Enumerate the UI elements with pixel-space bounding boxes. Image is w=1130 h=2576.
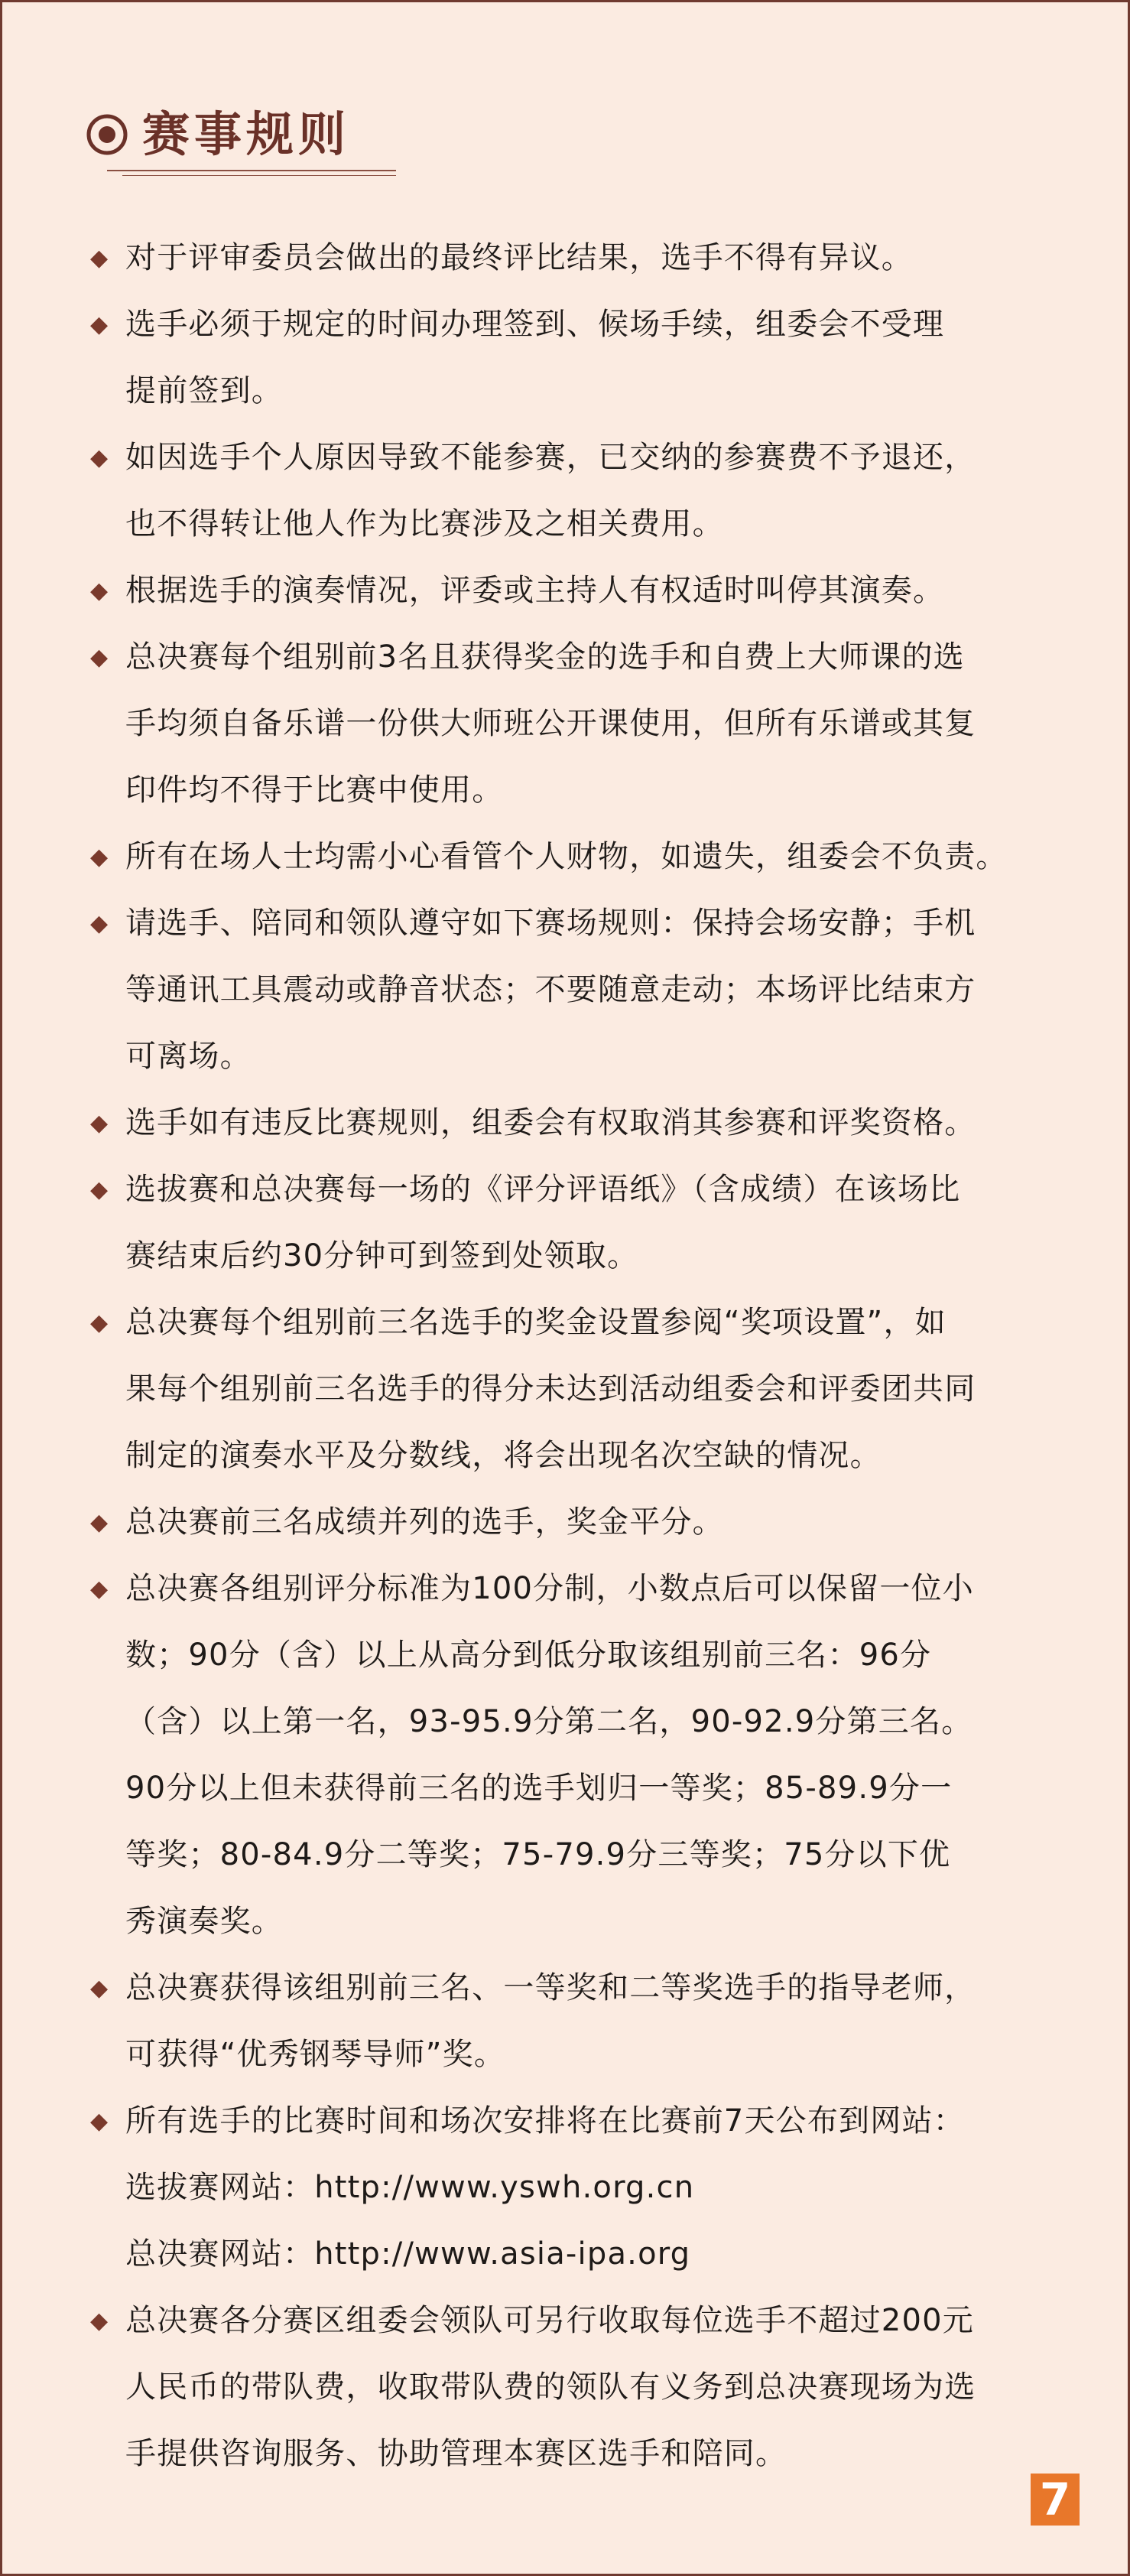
rule-item: [92, 1556, 1078, 1955]
diamond-bullet-icon: ◆: [90, 1309, 109, 1336]
rule-text-line: 数；90分（含）以上从高分到低分取该组别前三名：96分: [125, 1638, 932, 1673]
rule-text-line: 等奖；80-84.9分二等奖；75-79.9分三等奖；75分以下优: [125, 1837, 951, 1872]
rule-text-line: 人民币的带队费，收取带队费的领队有义务到总决赛现场为选: [125, 2369, 976, 2405]
rule-text-line: 果每个组别前三名选手的得分未达到活动组委会和评委团共同: [125, 1371, 976, 1407]
rule-text-line: 秀演奏奖。: [125, 1904, 283, 1939]
rule-text-line: 对于评审委员会做出的最终评比结果，选手不得有异议。: [125, 240, 913, 275]
rule-text-line: 总决赛每个组别前三名选手的奖金设置参阅“奖项设置”，如: [125, 1305, 947, 1340]
section-title: 赛事规则: [142, 106, 351, 162]
rule-text-line: 等通讯工具震动或静音状态；不要随意走动；本场评比结束方: [125, 972, 976, 1007]
rule-text-line: 总决赛获得该组别前三名、一等奖和二等奖选手的指导老师，: [125, 1970, 976, 2005]
page-number: 7: [1031, 2474, 1080, 2526]
rule-item: [92, 2088, 1078, 2288]
diamond-bullet-icon: ◆: [90, 2308, 109, 2334]
rule-text-line: 根据选手的演奏情况，评委或主持人有权适时叫停其演奏。: [125, 573, 945, 608]
rule-text-line: 总决赛前三名成绩并列的选手，奖金平分。: [125, 1504, 724, 1540]
rule-text-line: 手提供咨询服务、协助管理本赛区选手和陪同。: [125, 2436, 787, 2471]
rule-item: [92, 558, 1078, 624]
rule-text-line: 总决赛网站：http://www.asia-ipa.org: [125, 2236, 691, 2272]
rule-text-line: 手均须自备乐谱一份供大师班公开课使用，但所有乐谱或其复: [125, 706, 976, 741]
rule-item: [92, 1090, 1078, 1156]
diamond-bullet-icon: ◆: [90, 444, 109, 471]
rule-text-line: 选拔赛网站：http://www.yswh.org.cn: [125, 2170, 695, 2205]
rule-text-line: 90分以上但未获得前三名的选手划归一等奖；85-89.9分一: [125, 1771, 953, 1806]
section-heading: [86, 104, 350, 165]
rule-text-line: 赛结束后约30分钟可到签到处领取。: [125, 1238, 639, 1273]
diamond-bullet-icon: ◆: [90, 910, 109, 937]
rule-text-line: 如因选手个人原因导致不能参赛，已交纳的参赛费不予退还，: [125, 440, 976, 475]
rule-text-line: 总决赛各组别评分标准为100分制，小数点后可以保留一位小: [125, 1571, 974, 1606]
rule-text-line: 所有选手的比赛时间和场次安排将在比赛前7天公布到网站：: [125, 2103, 965, 2139]
rule-text-line: 也不得转让他人作为比赛涉及之相关费用。: [125, 506, 724, 542]
diamond-bullet-icon: ◆: [90, 1110, 109, 1137]
diamond-bullet-icon: ◆: [90, 844, 109, 870]
rule-text-line: 总决赛每个组别前3名且获得奖金的选手和自费上大师课的选: [125, 639, 965, 675]
rule-text-line: 请选手、陪同和领队遵守如下赛场规则：保持会场安静；手机: [125, 906, 976, 941]
rule-item: [92, 824, 1078, 890]
rule-text-line: 制定的演奏水平及分数线，将会出现名次空缺的情况。: [125, 1438, 882, 1473]
rule-item: [92, 2288, 1078, 2487]
rule-item: [92, 225, 1078, 291]
rule-text-line: 可离场。: [125, 1039, 252, 1074]
rule-item: [92, 1955, 1078, 2088]
heading-underline: [107, 170, 396, 171]
rule-item: [92, 1290, 1078, 1489]
rule-text-line: 选手如有违反比赛规则，组委会有权取消其参赛和评奖资格。: [125, 1105, 976, 1140]
target-circle-icon: [86, 113, 128, 156]
rule-item: [92, 624, 1078, 824]
rule-text-line: 提前签到。: [125, 373, 283, 408]
rule-text-line: 选拔赛和总决赛每一场的《评分评语纸》（含成绩）在该场比: [125, 1172, 961, 1207]
diamond-bullet-icon: ◆: [90, 1576, 109, 1602]
rule-item: [92, 424, 1078, 558]
rules-list: [92, 225, 1078, 2487]
rule-text-line: 总决赛各分赛区组委会领队可另行收取每位选手不超过200元: [125, 2303, 974, 2338]
rule-text-line: 印件均不得于比赛中使用。: [125, 772, 504, 808]
diamond-bullet-icon: ◆: [90, 577, 109, 604]
rule-text-line: 所有在场人士均需小心看管个人财物，如遗失，组委会不负责。: [125, 839, 1008, 874]
rule-item: [92, 1489, 1078, 1556]
diamond-bullet-icon: ◆: [90, 311, 109, 338]
rule-text-line: 可获得“优秀钢琴导师”奖。: [125, 2037, 506, 2072]
diamond-bullet-icon: ◆: [90, 1975, 109, 2002]
rule-text-line: （含）以上第一名，93-95.9分第二名，90-92.9分第三名。: [125, 1704, 973, 1739]
diamond-bullet-icon: ◆: [90, 1509, 109, 1536]
rule-item: [92, 291, 1078, 424]
heading-underline-thin: [122, 175, 396, 176]
diamond-bullet-icon: ◆: [90, 1176, 109, 1203]
diamond-bullet-icon: ◆: [90, 2108, 109, 2135]
diamond-bullet-icon: ◆: [90, 245, 109, 272]
rule-item: [92, 890, 1078, 1090]
rule-item: [92, 1156, 1078, 1290]
diamond-bullet-icon: ◆: [90, 644, 109, 671]
rule-text-line: 选手必须于规定的时间办理签到、候场手续，组委会不受理: [125, 307, 945, 342]
